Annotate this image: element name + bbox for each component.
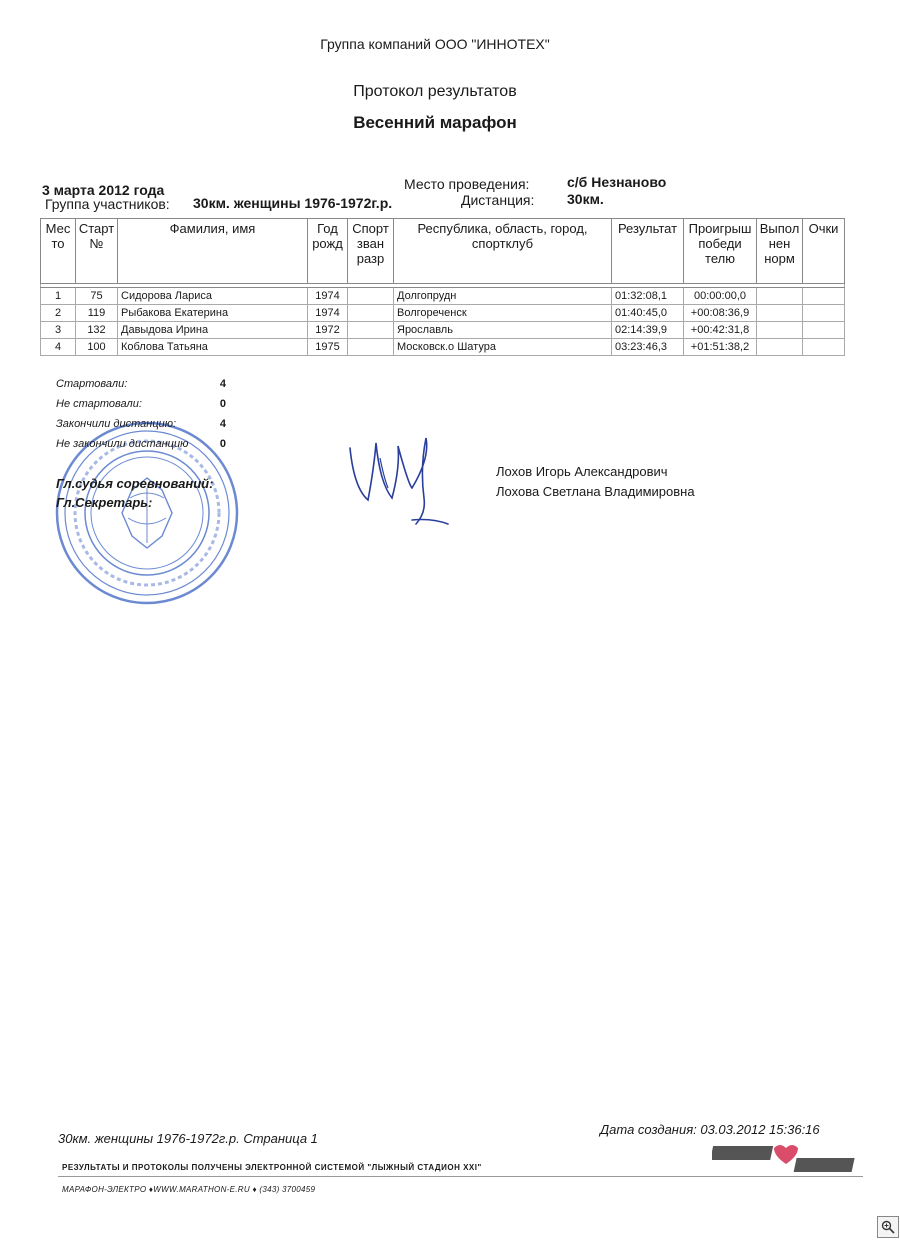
header-birth-year: Год рожд xyxy=(308,219,348,284)
cell-name: Сидорова Лариса xyxy=(118,288,308,305)
signature-icon xyxy=(340,428,460,538)
venue-value: с/б Незнаново xyxy=(567,174,667,190)
footer-page-info: 30км. женщины 1976-1972г.р. Страница 1 xyxy=(58,1131,318,1146)
cell-place: 4 xyxy=(41,339,76,356)
group-label: Группа участников: xyxy=(45,196,170,212)
footer-divider xyxy=(58,1176,863,1177)
not-started-value: 0 xyxy=(219,398,226,410)
table-row xyxy=(41,322,845,339)
magnifier-glyph-icon xyxy=(881,1220,895,1234)
cell-start-no: 119 xyxy=(76,305,118,322)
header-place: Мес то xyxy=(41,219,76,284)
results-table xyxy=(40,218,845,356)
cell-result: 03:23:46,3 xyxy=(612,339,684,356)
cell-region: Ярославль xyxy=(394,322,612,339)
cell-place: 3 xyxy=(41,322,76,339)
cell-norm xyxy=(757,288,803,305)
summary-finished xyxy=(56,418,226,438)
footer-contact-line: МАРАФОН-ЭЛЕКТРО ♦WWW.MARATHON-E.RU ♦ (343) 3700459 xyxy=(62,1185,316,1194)
cell-place: 2 xyxy=(41,305,76,322)
header-sport-rank: Спорт зван разр xyxy=(348,219,394,284)
not-finished-value: 0 xyxy=(219,438,226,450)
table-row xyxy=(41,288,845,305)
cell-points xyxy=(803,339,845,356)
header-result: Результат xyxy=(612,219,684,284)
cell-region: Московск.о Шатура xyxy=(394,339,612,356)
venue-label: Место проведения: xyxy=(404,176,530,192)
footer-system-line: РЕЗУЛЬТАТЫ И ПРОТОКОЛЫ ПОЛУЧЕНЫ ЭЛЕКТРОННОЙ СИСТЕМОЙ "ЛЫЖНЫЙ СТАДИОН XXI" xyxy=(62,1163,482,1172)
header-start-no: Старт № xyxy=(76,219,118,284)
cell-points xyxy=(803,305,845,322)
document-title: Протокол результатов xyxy=(353,83,517,100)
cell-gap: 00:00:00,0 xyxy=(684,288,757,305)
header-norm: Выпол нен норм xyxy=(757,219,803,284)
chief-judge-name: Лохов Игорь Александрович xyxy=(496,464,668,479)
not-started-label: Не стартовали: xyxy=(56,398,142,410)
cell-region: Волгореченск xyxy=(394,305,612,322)
header-region: Республика, область, город, спортклуб xyxy=(394,219,612,284)
cell-result: 01:32:08,1 xyxy=(612,288,684,305)
cell-norm xyxy=(757,339,803,356)
cell-points xyxy=(803,322,845,339)
started-value: 4 xyxy=(219,378,226,390)
distance-label: Дистанция: xyxy=(461,192,535,208)
secretary-name: Лохова Светлана Владимировна xyxy=(496,484,695,499)
finished-value: 4 xyxy=(219,418,226,430)
cell-sport-rank xyxy=(348,288,394,305)
cell-norm xyxy=(757,305,803,322)
cell-gap: +01:51:38,2 xyxy=(684,339,757,356)
summary-block xyxy=(56,378,226,458)
summary-not-started xyxy=(56,398,226,418)
cell-name: Рыбакова Екатерина xyxy=(118,305,308,322)
cell-sport-rank xyxy=(348,305,394,322)
table-row xyxy=(41,305,845,322)
cell-name: Коблова Татьяна xyxy=(118,339,308,356)
not-finished-label: Не закончили дистанцию xyxy=(56,438,189,450)
summary-started xyxy=(56,378,226,398)
started-label: Стартовали: xyxy=(56,378,128,390)
cell-start-no: 132 xyxy=(76,322,118,339)
summary-not-finished xyxy=(56,438,226,458)
magnifier-icon[interactable] xyxy=(877,1216,899,1238)
event-date: 3 марта 2012 года xyxy=(42,182,165,198)
event-name: Весенний марафон xyxy=(353,113,517,132)
cell-norm xyxy=(757,322,803,339)
cell-birth-year: 1975 xyxy=(308,339,348,356)
cell-name: Давыдова Ирина xyxy=(118,322,308,339)
cell-points xyxy=(803,288,845,305)
secretary-label: Гл.Секретарь: xyxy=(56,495,153,510)
distance-value: 30км. xyxy=(567,191,604,207)
group-value: 30км. женщины 1976-1972г.р. xyxy=(193,195,393,211)
officials-names xyxy=(496,462,695,502)
chief-judge-label: Гл.судья соревнований: xyxy=(56,476,214,491)
header-gap: Проигрыш победи телю xyxy=(684,219,757,284)
cell-result: 01:40:45,0 xyxy=(612,305,684,322)
cell-birth-year: 1974 xyxy=(308,305,348,322)
cell-place: 1 xyxy=(41,288,76,305)
cell-birth-year: 1974 xyxy=(308,288,348,305)
cell-region: Долгопрудн xyxy=(394,288,612,305)
cell-gap: +00:42:31,8 xyxy=(684,322,757,339)
cell-start-no: 100 xyxy=(76,339,118,356)
cell-sport-rank xyxy=(348,322,394,339)
table-header-row xyxy=(41,219,845,284)
header-name: Фамилия, имя xyxy=(118,219,308,284)
cell-result: 02:14:39,9 xyxy=(612,322,684,339)
finished-label: Закончили дистанцию: xyxy=(56,418,177,430)
cell-start-no: 75 xyxy=(76,288,118,305)
officials-labels xyxy=(56,474,213,512)
marathon-logo-icon xyxy=(712,1142,862,1176)
cell-sport-rank xyxy=(348,339,394,356)
cell-gap: +00:08:36,9 xyxy=(684,305,757,322)
cell-birth-year: 1972 xyxy=(308,322,348,339)
table-row xyxy=(41,339,845,356)
company-name: Группа компаний ООО "ИННОТЕХ" xyxy=(320,36,550,52)
footer-created-date: Дата создания: 03.03.2012 15:36:16 xyxy=(600,1122,820,1137)
header-points: Очки xyxy=(803,219,845,284)
